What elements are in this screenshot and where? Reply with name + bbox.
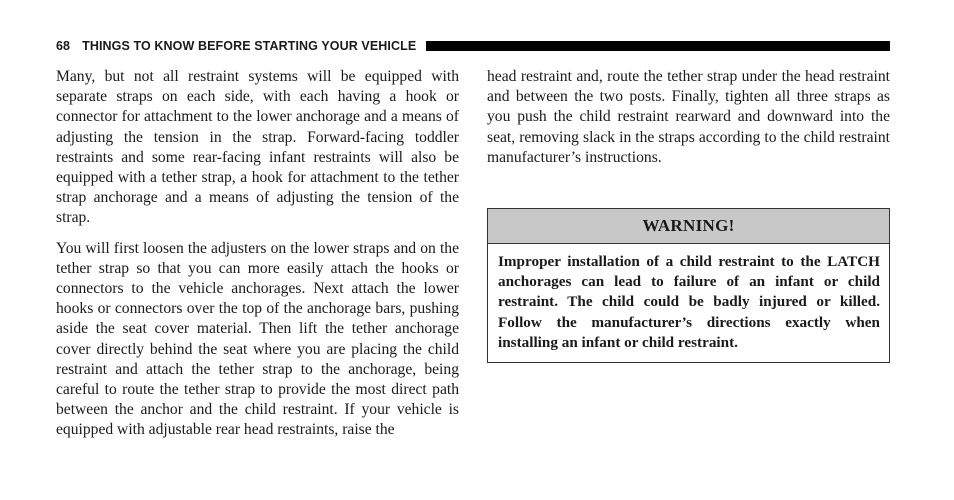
warning-title: WARNING! [488,209,889,244]
paragraph-attach-instructions: You will first loosen the adjusters on the lower straps and on the tether strap so that you can more easily attach the hooks or connectors to the vehicle anchorages. Next attach the lower hooks or connectors over the top of the anchorage bars, pushing aside the seat cover material. Then lift the tether anchorage cover directly behind the seat where you are placing the child restraint and attach the tether strap to the anchorage, being careful to route the tether strap to provide the most direct path between the anchor and the child restraint. If your vehicle is equipped with adjustable rear head restraints, raise the [56,239,459,439]
page-header [56,37,890,55]
paragraph-restraint-straps: Many, but not all restraint systems will be equipped with separate straps on each side, with each having a hook or connector for attachment to the lower anchorage and a means of adjusting the tension in the strap. Forward-facing toddler restraints and some rear-facing infant restraints will also be equipped with a tether strap, a hook for attachment to the tether strap anchorage and a means of adjusting the tension of the strap. [56,68,459,227]
section-title: THINGS TO KNOW BEFORE STARTING YOUR VEHICLE [82,39,417,53]
right-column [487,67,890,178]
header-rule [426,41,890,51]
page-number: 68 [56,39,71,53]
warning-text: Improper installation of a child restraint to the LATCH anchorages can lead to failure of an infant or child restraint. The child could be badly injured or killed. Follow the manufacturer’s directions exactly when installing an infant or child restraint. [498,253,880,351]
paragraph-tether-routing: head restraint and, route the tether strap under the head restraint and between the two posts. Finally, tighten all three straps as you push the child restraint rearward and downward into the seat, removing slack in the straps according to the child restraint manufacturer’s instructions. [487,68,890,166]
left-column [56,67,459,451]
warning-box [487,208,890,363]
